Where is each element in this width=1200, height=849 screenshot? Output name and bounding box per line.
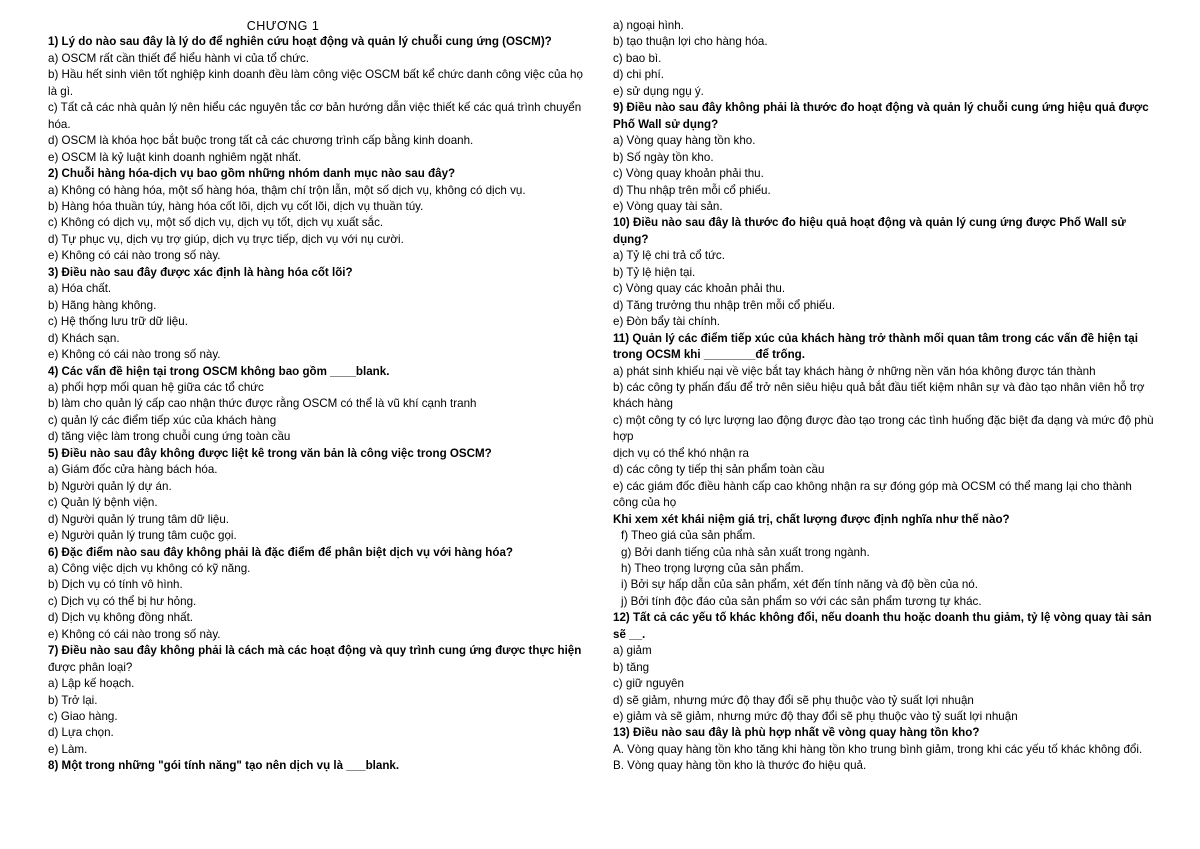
answer-option: a) phối hợp mối quan hệ giữa các tổ chức [48,380,264,394]
answer-option: được phân loại? [48,660,133,674]
answer-option: e) Vòng quay tài sản. [613,199,723,213]
answer-option: a) Giám đốc cửa hàng bách hóa. [48,463,218,477]
answer-option: e) sử dụng ngụ ý. [613,84,704,98]
answer-option: e) Không có cái nào trong số này. [48,249,221,263]
question-text: 1) Lý do nào sau đây là lý do để nghiên cứu hoạt động và quản lý chuỗi cung ứng (OSCM)? [48,35,552,49]
answer-option: b) Số ngày tồn kho. [613,150,714,164]
answer-option: a) Tỷ lệ chi trả cổ tức. [613,249,725,263]
answer-option: b) tăng [613,660,650,674]
answer-option: d) các công ty tiếp thị sản phẩm toàn cầu [613,463,825,477]
answer-option: e) Người quản lý trung tâm cuộc gọi. [48,529,237,543]
answer-option: g) Bởi danh tiếng của nhà sản xuất trong ngành. [621,545,870,559]
answer-option: e) Đòn bẩy tài chính. [613,315,720,329]
answer-option: dịch vụ có thể khó nhận ra [613,446,749,460]
answer-option: e) Không có cái nào trong số này. [48,627,221,641]
answer-option: c) Vòng quay khoản phải thu. [613,167,764,181]
answer-option: c) giữ nguyên [613,677,684,691]
question-text: 5) Điều nào sau đây không được liệt kê trong văn bản là công việc trong OSCM? [48,446,492,460]
answer-option: d) Khách sạn. [48,331,120,345]
answer-option: f) Theo giá của sản phẩm. [621,529,756,543]
question-text: 2) Chuỗi hàng hóa-dịch vụ bao gồm những nhóm danh mục nào sau đây? [48,167,456,181]
answer-option: d) Lựa chọn. [48,726,114,740]
answer-option: c) Dịch vụ có thể bị hư hỏng. [48,594,197,608]
answer-option: c) bao bì. [613,51,662,65]
answer-option: a) OSCM rất cần thiết để hiểu hành vi của tổ chức. [48,51,310,65]
answer-option: h) Theo trọng lượng của sản phẩm. [621,561,804,575]
question-text: 9) Điều nào sau đây không phải là thước đo hoạt động và quản lý chuỗi cung ứng hiệu quả được Phố Wall sử dụng? [613,101,1149,131]
answer-option: b) các công ty phấn đấu để trở nên siêu hiệu quả bắt đầu tiết kiệm nhân sự và đào tạo nhân viên hỗ trợ khách hàng [613,380,1145,411]
answer-option: b) Tỷ lệ hiện tại. [613,265,696,279]
answer-option: c) Hệ thống lưu trữ dữ liệu. [48,315,188,329]
answer-option: i) Bởi sự hấp dẫn của sản phẩm, xét đến tính năng và độ bền của nó. [621,578,978,592]
answer-option: d) chi phí. [613,68,664,82]
answer-option: b) tạo thuận lợi cho hàng hóa. [613,35,768,49]
question-text: 13) Điều nào sau đây là phù hợp nhất về vòng quay hàng tồn kho? [613,726,980,740]
answer-option: B. Vòng quay hàng tồn kho là thước đo hiệu quả. [613,759,867,773]
answer-option: d) Tăng trưởng thu nhập trên mỗi cổ phiếu. [613,298,836,312]
answer-option: d) Tự phục vụ, dịch vụ trợ giúp, dịch vụ trực tiếp, dịch vụ với nụ cười. [48,232,404,246]
answer-option: e) OSCM là kỷ luật kinh doanh nghiêm ngặt nhất. [48,150,302,164]
answer-option: b) Hàng hóa thuần túy, hàng hóa cốt lõi, dịch vụ cốt lõi, dịch vụ thuần túy. [48,199,424,213]
answer-option: e) Làm. [48,742,88,756]
chapter-title: CHƯƠNG 1 [246,19,320,33]
answer-option: b) Người quản lý dự án. [48,479,172,493]
answer-option: a) Không có hàng hóa, một số hàng hóa, thậm chí trộn lẫn, một số dịch vụ, không có dịch vụ. [48,183,526,197]
answer-option: a) giảm [613,644,652,658]
answer-option: j) Bởi tính độc đáo của sản phẩm so với các sản phẩm tương tự khác. [621,594,982,608]
right-column [613,18,1158,775]
question-text: 11) Quản lý các điểm tiếp xúc của khách hàng trở thành mối quan tâm trong các vấn đề hiện tại trong OCSM khi ________để trống. [613,331,1138,362]
answer-option: e) giảm và sẽ giảm, nhưng mức độ thay đổi sẽ phụ thuộc vào tỷ suất lợi nhuận [613,710,1018,724]
answer-option: d) Người quản lý trung tâm dữ liệu. [48,512,230,526]
answer-option: d) OSCM là khóa học bắt buộc trong tất cả các chương trình cấp bằng kinh doanh. [48,134,474,148]
question-text: 10) Điều nào sau đây là thước đo hiệu quả hoạt động và quản lý cung ứng được Phố Wall sử dụng? [613,216,1126,246]
answer-option: c) Vòng quay các khoản phải thu. [613,282,786,296]
question-text: Khi xem xét khái niệm giá trị, chất lượng được định nghĩa như thế nào? [613,512,1010,526]
answer-option: d) tăng việc làm trong chuỗi cung ứng toàn cầu [48,430,291,444]
answer-option: a) phát sinh khiếu nại về việc bắt tay khách hàng ở những nền văn hóa không được tán thành [613,364,1096,378]
answer-option: a) Lập kế hoạch. [48,677,135,691]
answer-option: c) quản lý các điểm tiếp xúc của khách hàng [48,413,277,427]
answer-option: d) Dịch vụ không đồng nhất. [48,611,194,625]
left-column [48,18,588,775]
answer-option: b) Hãng hàng không. [48,298,157,312]
answer-option: c) một công ty có lực lượng lao động được đào tạo trong các tình huống đặc biệt đa dạng và mức độ phù hợp [613,413,1154,444]
answer-option: b) Hầu hết sinh viên tốt nghiệp kinh doanh đều làm công việc OSCM bất kể chức danh công việc của họ là gì. [48,68,583,98]
question-text: 7) Điều nào sau đây không phải là cách mà các hoạt động và quy trình cung ứng được thực hiện [48,644,582,658]
answer-option: b) Dịch vụ có tính vô hình. [48,578,183,592]
answer-option: e) Không có cái nào trong số này. [48,348,221,362]
answer-option: b) làm cho quản lý cấp cao nhận thức được rằng OSCM có thể là vũ khí cạnh tranh [48,397,477,411]
answer-option: c) Tất cả các nhà quản lý nên hiểu các nguyên tắc cơ bản hướng dẫn việc thiết kế các quá trình chuyển hóa. [48,101,582,131]
answer-option: c) Không có dịch vụ, một số dịch vụ, dịch vụ tốt, dịch vụ xuất sắc. [48,216,384,230]
answer-option: d) sẽ giảm, nhưng mức độ thay đổi sẽ phụ thuộc vào tỷ suất lợi nhuận [613,693,974,707]
answer-option: b) Trở lại. [48,693,98,707]
question-text: 4) Các vấn đề hiện tại trong OSCM không bao gồm ____blank. [48,364,390,378]
question-text: 3) Điều nào sau đây được xác định là hàng hóa cốt lõi? [48,265,353,279]
answer-option: c) Giao hàng. [48,710,118,724]
answer-option: a) Hóa chất. [48,282,112,296]
answer-option: a) ngoại hình. [613,19,684,32]
question-text: 8) Một trong những "gói tính năng" tạo nên dịch vụ là ___blank. [48,759,400,773]
answer-option: A. Vòng quay hàng tồn kho tăng khi hàng tồn kho trung bình giảm, trong khi các yếu tố khác không đổi. [613,742,1143,756]
answer-option: d) Thu nhập trên mỗi cổ phiếu. [613,183,771,197]
answer-option: c) Quản lý bệnh viện. [48,496,158,510]
question-text: 6) Đặc điểm nào sau đây không phải là đặc điểm để phân biệt dịch vụ với hàng hóa? [48,545,513,559]
answer-option: a) Công việc dịch vụ không có kỹ năng. [48,561,251,575]
answer-option: e) các giám đốc điều hành cấp cao không nhận ra sự đóng góp mà OCSM có thể mang lại cho thành công của họ [613,479,1132,510]
answer-option: a) Vòng quay hàng tồn kho. [613,134,756,148]
question-text: 12) Tất cả các yếu tố khác không đổi, nếu doanh thu hoặc doanh thu giảm, tỷ lệ vòng quay tài sản sẽ __. [613,611,1152,641]
